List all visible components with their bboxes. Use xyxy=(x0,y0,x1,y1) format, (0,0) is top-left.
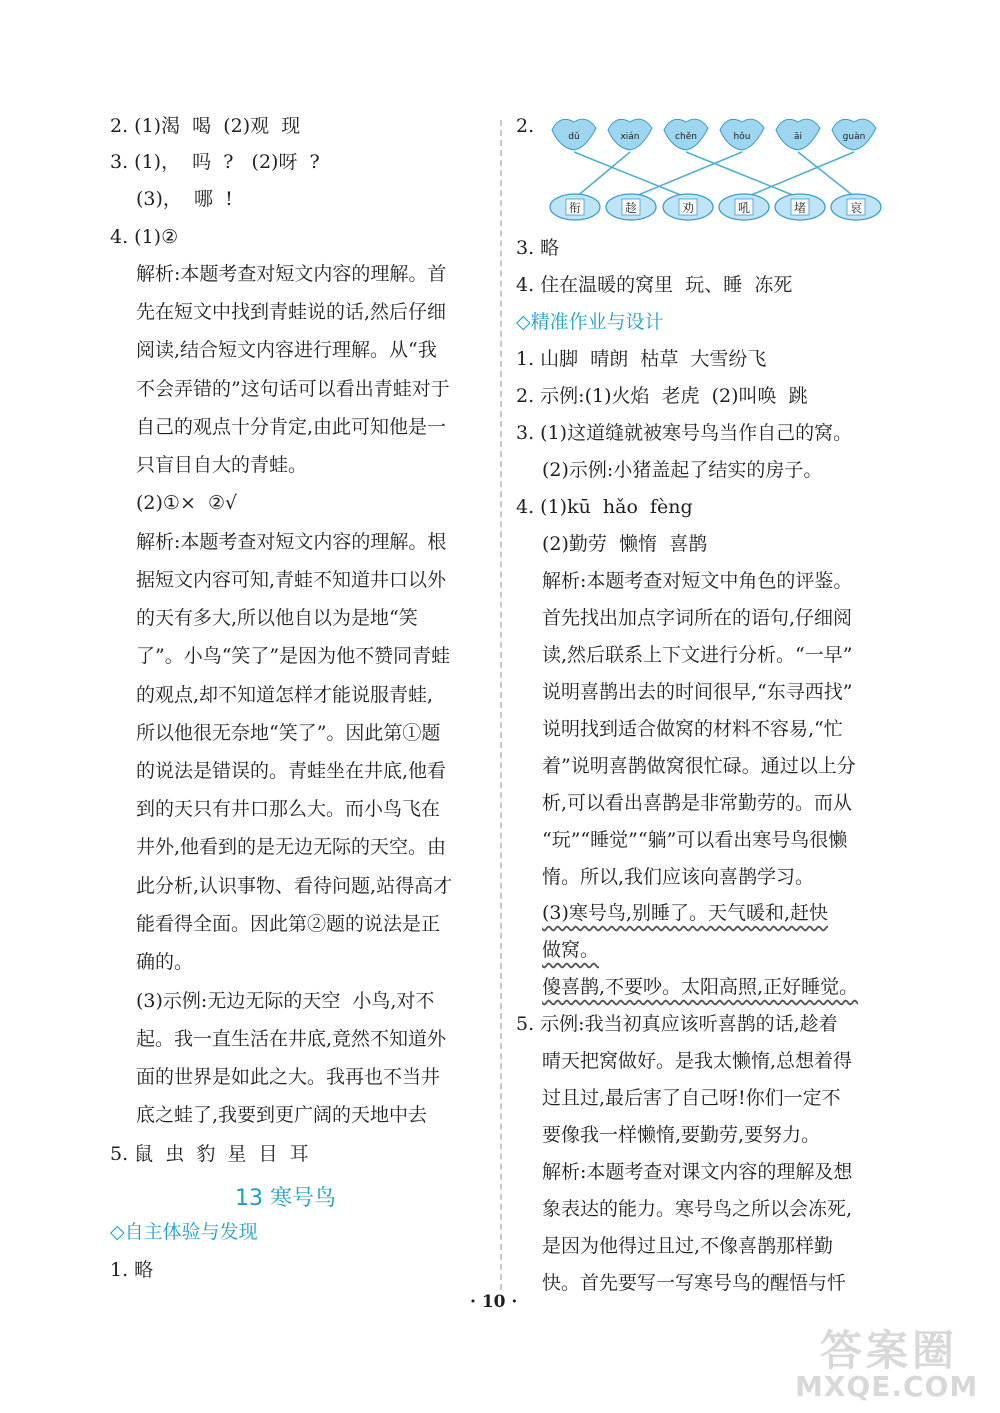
analysis-line: 的说法是错误的。青蛙坐在井底,他看 xyxy=(136,760,447,782)
bird-icon xyxy=(552,119,876,150)
section-heading: ◇自主体验与发现 xyxy=(110,1221,258,1243)
matching-diagram xyxy=(546,110,886,222)
bird-pinyin: hǒu xyxy=(733,132,751,142)
analysis-line: 只盲目自大的青蛙。 xyxy=(136,454,308,476)
analysis-line: 的观点,却不知道怎样才能说服青蛙, xyxy=(136,684,434,706)
bird-pinyin: chěn xyxy=(675,132,697,142)
answer-line: 5. 示例:我当初真应该听喜鹊的话,趁着 xyxy=(516,1013,838,1035)
page-number: · 10 · xyxy=(470,1292,518,1312)
answer-line: 4. 住在温暖的窝里 玩、睡 冻死 xyxy=(516,274,793,296)
nest-icon xyxy=(550,194,881,220)
analysis-line: 阅读,结合短文内容进行理解。从“我 xyxy=(136,339,437,361)
section-heading: ◇精准作业与设计 xyxy=(516,311,664,333)
match-line xyxy=(631,152,742,198)
bird-pinyin: xián xyxy=(620,132,640,142)
analysis-line: 先在短文中找到青蛙说的话,然后仔细 xyxy=(136,301,447,323)
answer-line: 2. 示例:(1)火焰 老虎 (2)叫唤 跳 xyxy=(516,385,808,407)
answer-line: 2. (1)渴 喝 (2)观 现 xyxy=(110,115,301,137)
analysis-line: 井外,他看到的是无边无际的天空。由 xyxy=(136,836,447,858)
wavy-answer-line: 傻喜鹊,不要吵。太阳高照,正好睡觉。 xyxy=(542,976,859,998)
answer-line: 3. 略 xyxy=(516,237,560,259)
question-number: 2. xyxy=(516,115,535,137)
answer-line: 1. 山脚 晴朗 枯草 大雪纷飞 xyxy=(516,348,767,370)
nest-char: 衔 xyxy=(568,201,582,215)
answer-line: 1. 略 xyxy=(110,1259,154,1281)
analysis-line: 了”。小鸟“笑了”是因为他不赞同青蛙 xyxy=(136,645,451,667)
answer-line: (2)①× ②√ xyxy=(136,492,238,514)
analysis-line: 自己的观点十分肯定,由此可知他是一 xyxy=(136,416,447,438)
match-line xyxy=(744,152,854,198)
analysis-line: 解析:本题考查对短文内容的理解。根 xyxy=(136,531,447,553)
analysis-line: 的天有多大,所以他自以为是地“笑 xyxy=(136,607,418,629)
wavy-answer-line: 做窝。 xyxy=(542,939,600,961)
analysis-line: 到的天只有井口那么大。而小鸟飞在 xyxy=(136,798,441,820)
answer-line: (2)勤劳 懒惰 喜鹊 xyxy=(542,533,708,555)
analysis-line: 能看得全面。因此第②题的说法是正 xyxy=(136,913,441,935)
wavy-answer-line: (3)寒号鸟,别睡了。天气暖和,赶快 xyxy=(542,902,828,924)
bird-pinyin: guàn xyxy=(842,132,866,142)
analysis-line: 首先找出加点字词所在的语句,仔细阅 xyxy=(542,607,853,629)
bird-pinyin: āi xyxy=(793,132,803,142)
answer-line: 4. (1)kū hǎo fèng xyxy=(516,496,693,518)
analysis-line: 说明喜鹊出去的时间很早,“东寻西找” xyxy=(542,681,853,703)
match-line xyxy=(574,152,688,198)
analysis-line: 此分析,认识事物、看待问题,站得高才 xyxy=(136,875,453,897)
answer-line: 过且过,最后害了自己呀!你们一定不 xyxy=(542,1087,841,1109)
nest-char: 吼 xyxy=(737,201,751,215)
answer-line: 3. (1)这道缝就被寒号鸟当作自己的窝。 xyxy=(516,422,853,444)
analysis-line: 是因为他得过且过,不像喜鹊那样勤 xyxy=(542,1235,834,1257)
analysis-line: 解析:本题考查对课文内容的理解及想 xyxy=(542,1161,853,1183)
analysis-line: 快。首先要写一写寒号鸟的醒悟与忏 xyxy=(542,1272,847,1294)
watermark-logo xyxy=(780,1318,990,1408)
analysis-line: “玩”“睡觉”“躺”可以看出寒号鸟很懒 xyxy=(542,829,848,851)
analysis-line: 不会弄错的”这句话可以看出青蛙对于 xyxy=(136,378,450,400)
answer-line: (3)示例:无边无际的天空 小鸟,对不 xyxy=(136,990,435,1012)
lesson-title: 13 寒号鸟 xyxy=(235,1186,336,1211)
analysis-line: 说明找到适合做窝的材料不容易,“忙 xyxy=(542,718,843,740)
nest-char: 堵 xyxy=(793,201,807,215)
match-line xyxy=(686,152,800,198)
column-divider xyxy=(500,120,502,1290)
match-line xyxy=(575,152,630,198)
analysis-line: 惰。所以,我们应该向喜鹊学习。 xyxy=(542,866,815,888)
analysis-line: 读,然后联系上下文进行分析。“一早” xyxy=(542,644,853,666)
analysis-line: 所以他很无奈地“笑了”。因此第①题 xyxy=(136,722,441,744)
analysis-line: 解析:本题考查对短文内容的理解。首 xyxy=(136,263,447,285)
answer-line: 晴天把窝做好。是我太懒惰,总想着得 xyxy=(542,1050,853,1072)
answer-line: 起。我一直生活在井底,竟然不知道外 xyxy=(136,1028,447,1050)
watermark-text: 答案圈 xyxy=(820,1326,959,1375)
answer-line: 底之蛙了,我要到更广阔的天地中去 xyxy=(136,1104,428,1126)
analysis-line: 据短文内容可知,青蛙不知道井口以外 xyxy=(136,569,447,591)
watermark-url: MXQE.COM xyxy=(795,1370,979,1403)
answer-line: 4. (1)② xyxy=(110,226,179,248)
answer-line: (2)示例:小猪盖起了结实的房子。 xyxy=(542,459,823,481)
analysis-line: 着”说明喜鹊做窝很忙碌。通过以上分 xyxy=(542,755,856,777)
bird-pinyin: dǔ xyxy=(568,132,580,142)
answer-line: 5. 鼠 虫 豹 星 目 耳 xyxy=(110,1143,309,1165)
nest-char: 哀 xyxy=(849,201,863,215)
analysis-line: 确的。 xyxy=(136,951,194,973)
answer-line: 面的世界是如此之大。我再也不当井 xyxy=(136,1066,441,1088)
analysis-line: 象表达的能力。寒号鸟之所以会冻死, xyxy=(542,1198,853,1220)
answer-line: 3. (1)， 吗 ? (2)呀 ? xyxy=(110,151,320,173)
analysis-line: 析,可以看出喜鹊是非常勤劳的。而从 xyxy=(542,792,853,814)
nest-char: 趁 xyxy=(624,201,638,215)
analysis-line: 解析:本题考查对短文中角色的评鉴。 xyxy=(542,570,853,592)
match-line xyxy=(798,152,856,198)
answer-line: (3)， 哪 ! xyxy=(136,188,233,210)
answer-line: 要像我一样懒惰,要勤劳,要努力。 xyxy=(542,1124,821,1146)
nest-char: 劝 xyxy=(681,201,695,215)
